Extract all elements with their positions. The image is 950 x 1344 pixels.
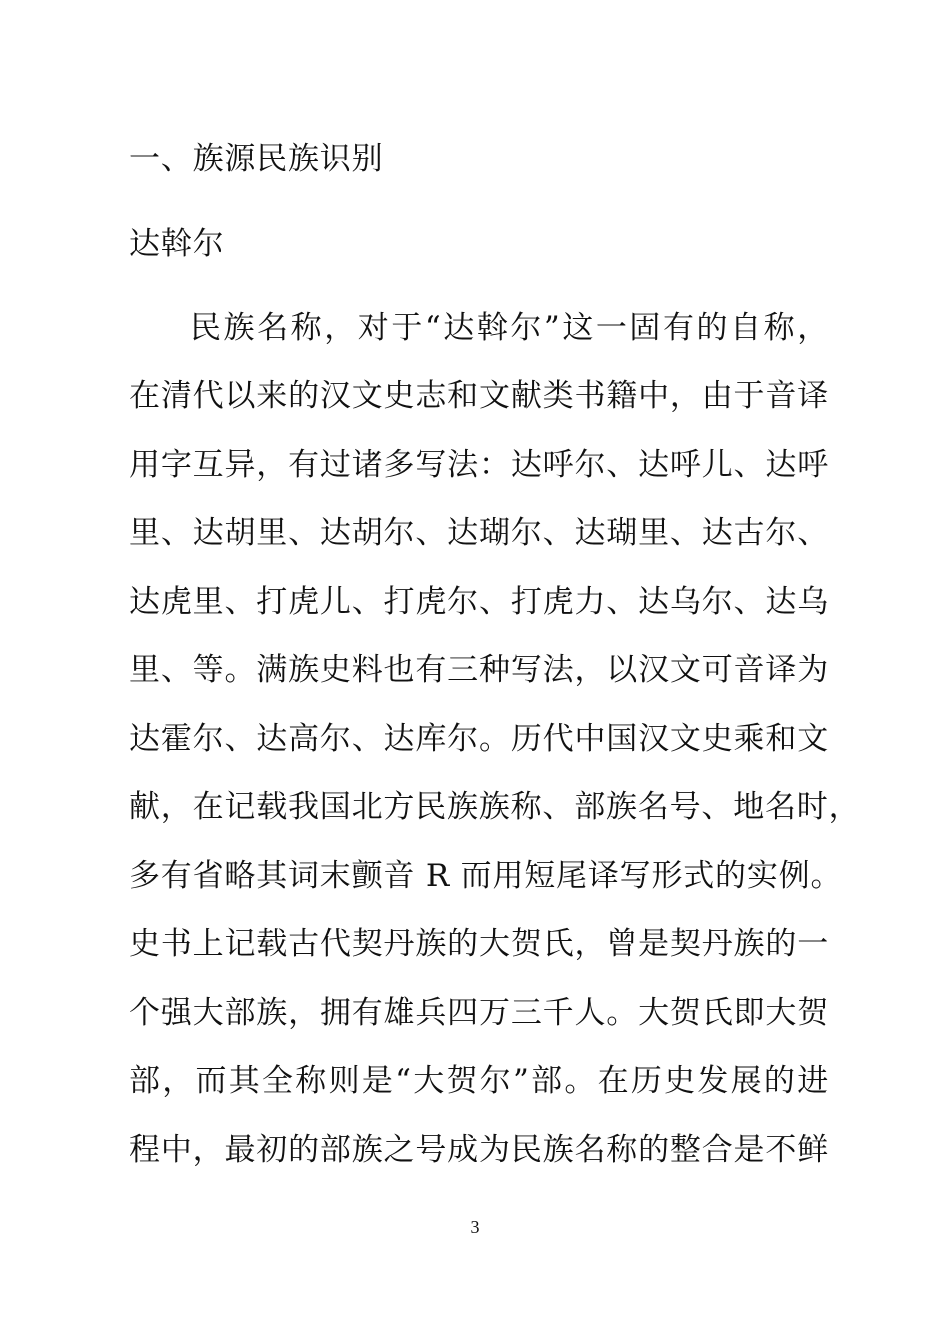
paragraph-line: 部，而其全称则是“大贺尔”部。在历史发展的进 xyxy=(129,1063,829,1099)
paragraph-line: 达虎里、打虎儿、打虎尔、打虎力、达乌尔、达乌 xyxy=(129,584,829,620)
paragraph-line: 程中，最初的部族之号成为民族名称的整合是不鲜 xyxy=(129,1132,829,1168)
paragraph-line: 里、等。满族史料也有三种写法，以汉文可音译为 xyxy=(129,652,829,688)
paragraph-line: 在清代以来的汉文史志和文献类书籍中，由于音译 xyxy=(129,378,829,414)
paragraph-line: 达霍尔、达高尔、达库尔。历代中国汉文史乘和文 xyxy=(129,721,829,757)
paragraph-line: 个强大部族，拥有雄兵四万三千人。大贺氏即大贺 xyxy=(129,995,829,1031)
section-heading: 一、族源民族识别 xyxy=(129,141,384,177)
paragraph-line: 史书上记载古代契丹族的大贺氏，曾是契丹族的一 xyxy=(129,926,829,962)
paragraph-line: 用字互异，有过诸多写法：达呼尔、达呼儿、达呼 xyxy=(129,447,829,483)
subheading: 达斡尔 xyxy=(129,226,225,262)
paragraph-line: 多有省略其词末颤音 R 而用短尾译写形式的实例。 xyxy=(129,858,843,894)
page-number: 3 xyxy=(470,1217,480,1237)
paragraph-line: 里、达胡里、达胡尔、达瑚尔、达瑚里、达古尔、 xyxy=(129,515,829,551)
paragraph-line: 民族名称，对于“达斡尔”这一固有的自称， xyxy=(190,310,829,346)
paragraph-line: 献，在记载我国北方民族族称、部族名号、地名时， xyxy=(129,789,861,825)
